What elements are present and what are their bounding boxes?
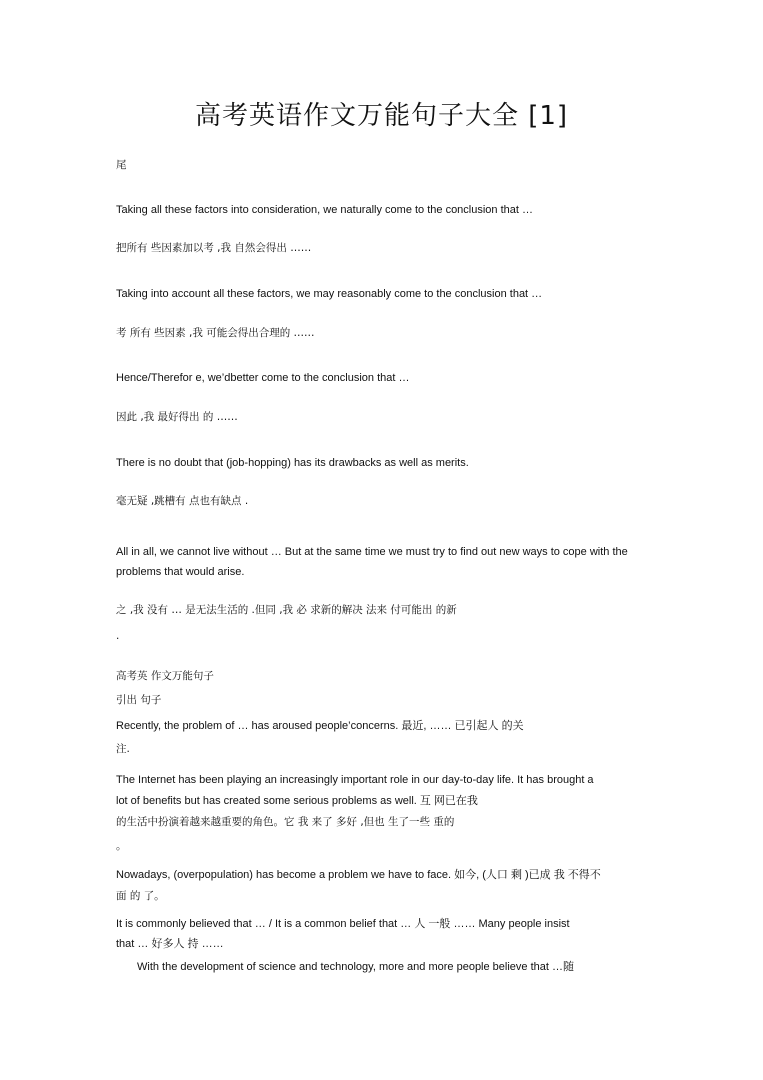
translation-line: 面 的 了。 <box>116 890 165 902</box>
punctuation-line: . <box>116 630 120 642</box>
text-line: Recently, the problem of … has aroused people’concerns. 最近, …… 已引起人 的关 <box>116 720 524 732</box>
subsection-heading: 引出 句子 <box>116 694 162 706</box>
text-line: The Internet has been playing an increasingly important role in our day-to-day life. It has brought a <box>116 774 594 786</box>
translation-line: 考 所有 些因素 ,我 可能会得出合理的 …… <box>116 327 315 339</box>
punctuation-line: 。 <box>116 840 127 852</box>
text-line: Taking into account all these factors, we may reasonably come to the conclusion that … <box>116 288 543 300</box>
text-line: There is no doubt that (job-hopping) has its drawbacks as well as merits. <box>116 457 469 469</box>
text-line: that … 好多人 持 …… <box>116 938 224 950</box>
translation-line: 毫无疑 ,跳槽有 点也有缺点 . <box>116 495 249 507</box>
text-paragraph: All in all, we cannot live without … But at the same time we must try to find out new ways to cope with the problems that would arise. <box>116 546 628 578</box>
text-line: Taking all these factors into consideration, we naturally come to the conclusion that … <box>116 204 534 216</box>
text-line: It is commonly believed that … / It is a common belief that … 人 一般 …… Many people insist <box>116 918 570 930</box>
section-label: 尾 <box>116 159 127 171</box>
text-line: Hence/Therefor e, we’dbetter come to the conclusion that … <box>116 372 410 384</box>
text-line: 注. <box>116 743 130 755</box>
translation-line: 把所有 些因素加以考 ,我 自然会得出 …… <box>116 242 312 254</box>
text-line: With the development of science and technology, more and more people believe that …随 <box>137 961 574 973</box>
translation-line: 因此 ,我 最好得出 的 …… <box>116 411 238 423</box>
page-title: 高考英语作文万能句子大全 [1] <box>194 101 569 131</box>
translation-line: 的生活中扮演着越来越重要的角色。它 我 来了 多好 ,但也 生了一些 重的 <box>116 816 455 828</box>
text-line: lot of benefits but has created some serious problems as well. 互 网已在我 <box>116 795 478 807</box>
translation-line: 之 ,我 没有 … 是无法生活的 .但同 ,我 必 求新的解决 法来 付可能出 的新 <box>116 604 457 616</box>
section-heading: 高考英 作文万能句子 <box>116 670 214 682</box>
text-line: Nowadays, (overpopulation) has become a problem we have to face. 如今, (人口 剩 )已成 我 不得不 <box>116 869 601 881</box>
